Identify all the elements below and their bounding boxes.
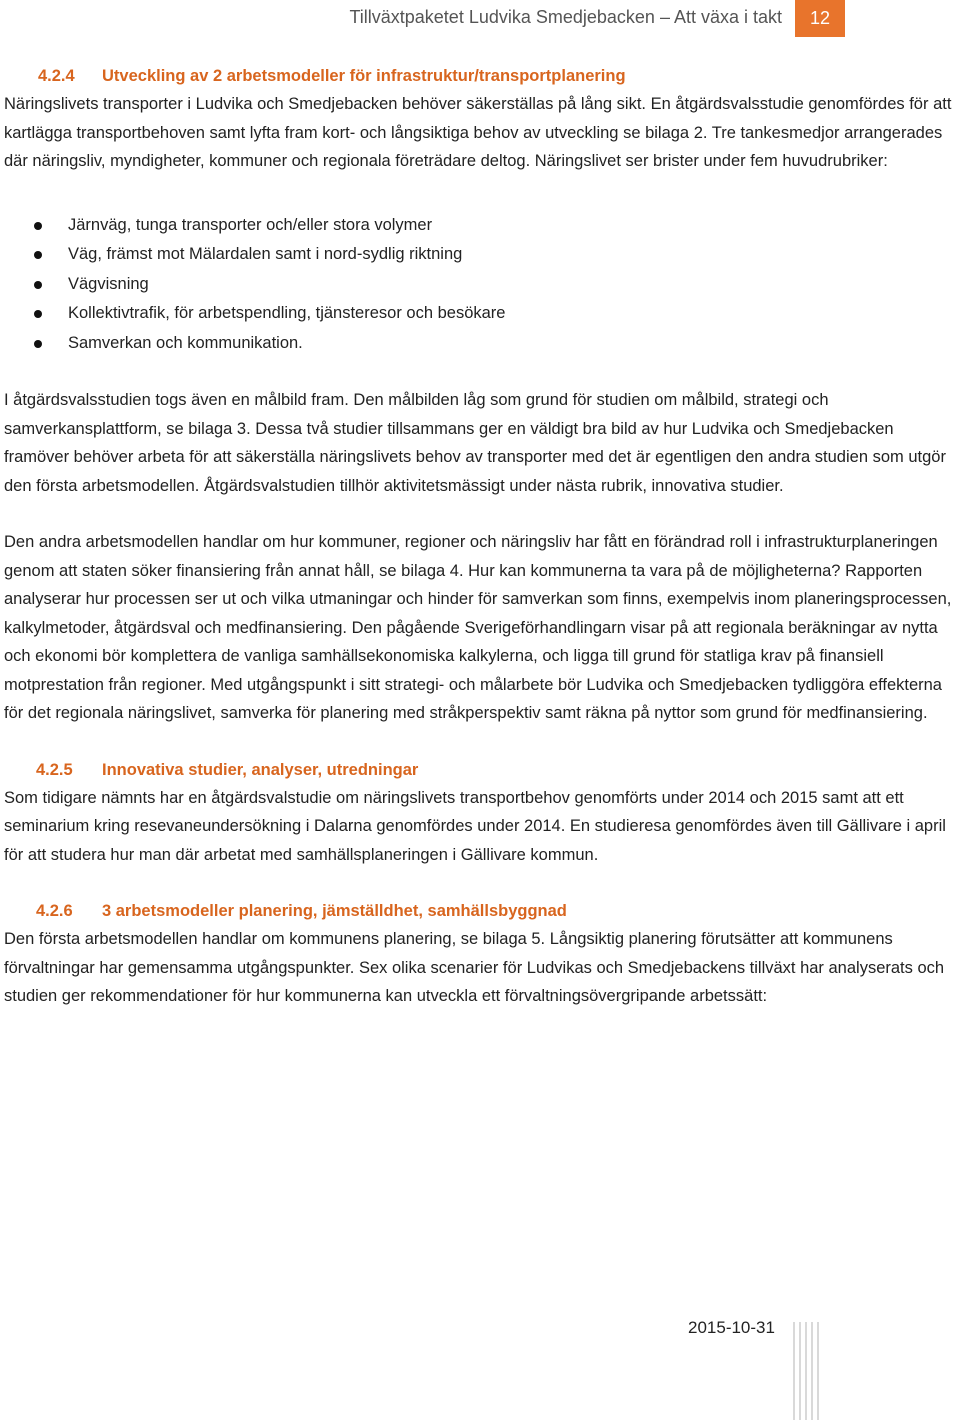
page-number-badge: 12	[795, 0, 845, 37]
section-title: Innovativa studier, analyser, utredningar	[102, 760, 419, 779]
section-4-2-4-paragraph-1: Näringslivets transporter i Ludvika och Smedjebacken behöver säkerställas på lång sikt. En åtgärdsvalsstudie genomfördes för att kartlägga transportbehoven samt lyfta fram kort- och långsiktiga behov av utveckling se bilaga 2. Tre tankesmedjor arrangerades där näringsliv, myndigheter, kommuner och regionala företrädare deltog. Näringslivet ser brister under fem huvudrubriker:	[4, 95, 952, 170]
section-title: Utveckling av 2 arbetsmodeller för infrastruktur/transportplanering	[102, 67, 626, 85]
section-heading-4-2-6	[4, 897, 954, 925]
section-title: 3 arbetsmodeller planering, jämställdhet, samhällsbyggnad	[102, 902, 567, 920]
section-4-2-4-paragraph-3: Den andra arbetsmodellen handlar om hur kommuner, regioner och näringsliv har fått en förändrad roll i infrastrukturplaneringen genom att staten söker finansiering från annat håll, se bilaga 4. Hur kan kommunerna ta vara på de möjligheterna? Rapporten analyserar hur processen ser ut och vilka utmaningar och hinder för samverkan som finns, exempelvis inom planeringsprocessen, kalkylmetoder, åtgärdsval och medfinansiering. Den pågående Sverigeförhandlingarn visar på att regionala beräkningar av nytta och ekonomi bör komplettera de vanliga samhällsekonomiska kalkylerna, och ligga till grund för statliga krav på finansiell motprestation från regioner. Med utgångspunkt i sitt strategi- och målarbete bör Ludvika och Smedjebacken tydliggöra effekterna för det regionala näringslivet, samverka för planering med stråkperspektiv samt räkna på nyttor som grund för medfinansiering.	[4, 533, 952, 722]
section-number: 4.2.4	[38, 67, 75, 85]
bullet-icon	[34, 281, 42, 289]
header-title: Tillväxtpaketet Ludvika Smedjebacken – Att växa i takt	[349, 7, 782, 27]
bullet-icon	[34, 310, 42, 318]
list-item: Väg, främst mot Mälardalen samt i nord-sydlig riktning	[4, 240, 954, 270]
list-item: Kollektivtrafik, för arbetspendling, tjänsteresor och besökare	[4, 299, 954, 329]
list-item: Vägvisning	[4, 270, 954, 300]
footer-decoration	[793, 1322, 819, 1420]
bullet-icon	[34, 251, 42, 259]
document-body	[4, 62, 954, 1011]
footer-date: 2015-10-31	[688, 1318, 775, 1337]
list-item: Järnväg, tunga transporter och/eller stora volymer	[4, 211, 954, 241]
bullet-icon	[34, 340, 42, 348]
list-item: Samverkan och kommunikation.	[4, 329, 954, 359]
section-number: 4.2.5	[36, 760, 73, 779]
section-heading-4-2-4	[4, 62, 954, 90]
section-4-2-6-paragraph-1: Den första arbetsmodellen handlar om kommunens planering, se bilaga 5. Långsiktig planering förutsätter att kommunens förvaltningar har gemensamma utgångspunkter. Sex olika scenarier för Ludvikas och Smedjebackens tillväxt har analyserats och studien ger rekommendationer för hur kommunerna kan utveckla ett förvaltningsövergripande arbetssätt:	[4, 930, 945, 1005]
section-heading-4-2-5	[4, 756, 954, 784]
section-4-2-4-paragraph-2: I åtgärdsvalsstudien togs även en målbild fram. Den målbilden låg som grund för studien om målbild, strategi och samverkansplattform, se bilaga 3. Dessa två studier tillsammans ger en väldigt bra bild av hur Ludvika och Smedjebacken framöver behöver arbeta för att säkerställa näringslivets behov av transporter med det är egentligen den andra studien som utgör den första arbetsmodellen. Åtgärdsvalstudien tillhör aktivitetsmässigt under nästa rubrik, innovativa studier.	[4, 391, 946, 495]
bullet-list	[4, 211, 954, 359]
section-4-2-5-paragraph-1: Som tidigare nämnts har en åtgärdsvalstudie om näringslivets transportbehov genomförts under 2014 och 2015 samt att ett seminarium kring resevaneundersökning i Dalarna genomfördes under 2014. En studieresa genomfördes även till Gällivare i april för att studera hur man där arbetat med samhällsplaneringen i Gällivare kommun.	[4, 788, 946, 864]
page-header	[0, 0, 960, 38]
section-number: 4.2.6	[36, 902, 73, 920]
bullet-icon	[34, 222, 42, 230]
